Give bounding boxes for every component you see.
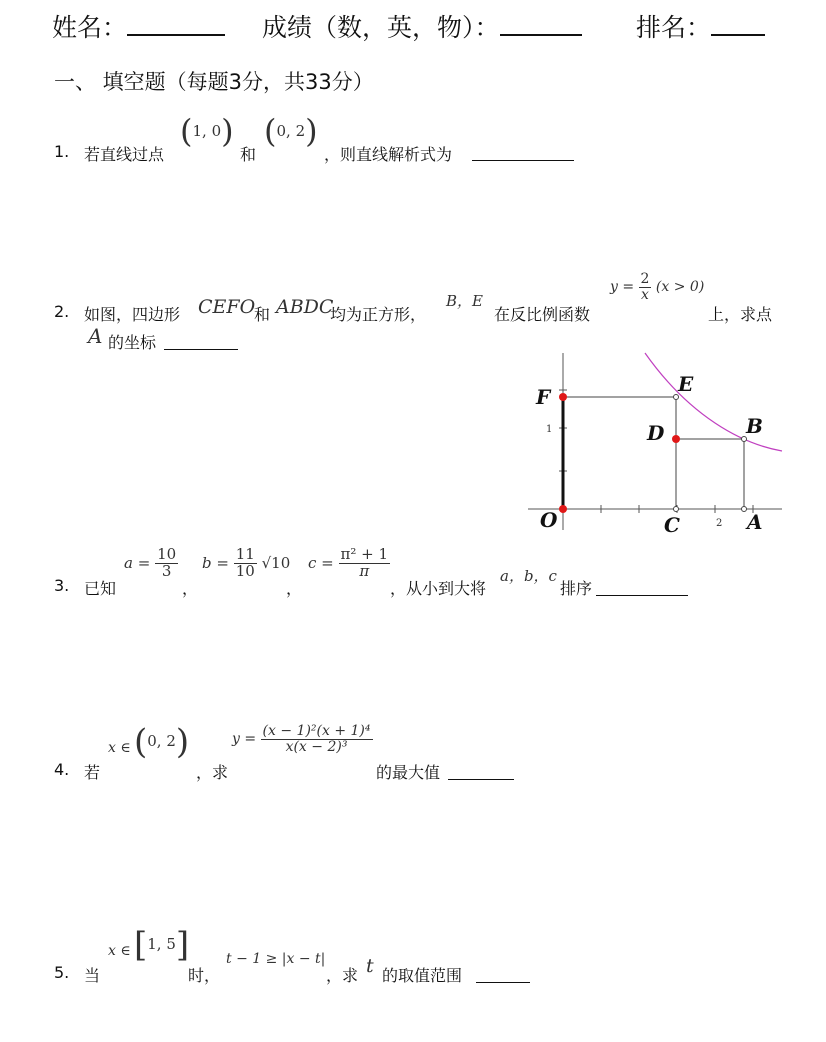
q1-point-2: (0, 2) <box>264 112 318 150</box>
q2-points: B，E <box>446 292 483 310</box>
figure-point-C <box>674 507 679 512</box>
q1-point-1: (1, 0) <box>180 112 234 150</box>
q2-fn-cond: (x > 0) <box>655 279 705 296</box>
q2-square-1: CEFO <box>198 296 256 318</box>
name-blank[interactable] <box>127 34 225 36</box>
figure-label-A: A <box>747 510 763 534</box>
question-3 <box>54 545 754 605</box>
q4-y-fraction <box>261 724 373 754</box>
q1-text-b: ，则直线解析式为 <box>324 145 453 164</box>
q3-a-den: 3 <box>161 561 172 580</box>
q2-function <box>610 272 704 302</box>
q3-c-den: π <box>359 561 370 580</box>
q3-text-b: ，从小到大将 <box>390 579 487 598</box>
figure-tick-label-2: 2 <box>716 518 723 529</box>
q2-fn-fraction <box>639 272 652 302</box>
q3-a-expr <box>124 547 178 580</box>
q3-b-lhs: b = <box>202 553 229 572</box>
figure-point-F <box>559 393 567 401</box>
q3-number: 3. <box>54 576 70 595</box>
figure-point-A <box>742 507 747 512</box>
q2-text-a: 如图，四边形 <box>84 305 181 324</box>
score-label: 成绩（数，英，物）： <box>262 13 500 42</box>
figure-label-O: O <box>540 508 558 532</box>
q5-answer-blank[interactable] <box>476 981 530 983</box>
q1-answer-blank[interactable] <box>472 159 574 161</box>
figure-point-O <box>559 505 567 513</box>
q1-text-a: 若直线过点 <box>84 145 165 164</box>
q4-y-num: (x − 1)²(x + 1)⁴ <box>262 723 371 739</box>
q3-text-a: 已知 <box>84 579 117 598</box>
q4-cond: x ∈ <box>108 740 131 756</box>
q3-b-expr <box>202 547 290 580</box>
q5-text-d: 的取值范围 <box>382 966 463 985</box>
figure-label-F: F <box>536 385 551 409</box>
rank-field <box>636 8 765 44</box>
q3-c-lhs: c = <box>308 553 334 572</box>
q3-b-den: 10 <box>235 561 255 580</box>
q3-b-root: √10 <box>261 553 291 572</box>
q1-number: 1. <box>54 142 70 161</box>
figure-label-D: D <box>647 421 665 445</box>
q3-c-num: π² + 1 <box>340 545 389 563</box>
q4-interval-values: 0, 2 <box>147 732 176 750</box>
q2-and: 和 <box>254 305 271 324</box>
figure-point-D <box>672 435 680 443</box>
q2-fn-den: x <box>641 286 649 303</box>
figure-label-C: C <box>664 513 680 537</box>
rank-label: 排名： <box>636 13 712 42</box>
question-4 <box>54 720 754 780</box>
q5-number: 5. <box>54 963 70 982</box>
q4-answer-blank[interactable] <box>448 778 514 780</box>
q2-text-c: 在反比例函数 <box>494 305 591 324</box>
q2-text-b: 均为正方形， <box>330 305 427 324</box>
q4-y-lhs: y = <box>232 731 257 748</box>
q2-figure <box>500 345 790 545</box>
question-5 <box>54 925 754 985</box>
q2-fn-y: y = <box>610 279 635 296</box>
q4-text-c: 的最大值 <box>376 763 441 782</box>
figure-label-E: E <box>678 372 694 396</box>
q3-text-c: 排序 <box>560 579 593 598</box>
q2-point-a: A <box>88 324 103 348</box>
q1-point-2-coords: 0, 2 <box>276 122 306 140</box>
q4-y-expr <box>232 724 373 754</box>
q3-comma-2: ， <box>286 579 303 598</box>
q3-vars: a，b，c <box>500 567 557 585</box>
q3-a-num: 10 <box>157 545 177 563</box>
q2-number: 2. <box>54 302 70 321</box>
rank-blank[interactable] <box>711 34 765 36</box>
q3-comma-1: ， <box>182 579 199 598</box>
q4-text-a: 若 <box>84 763 101 782</box>
q5-text-c: ，求 <box>326 966 359 985</box>
q5-var-t: t <box>366 955 374 977</box>
q3-c-fraction <box>339 547 391 580</box>
q3-c-expr <box>308 547 390 580</box>
q2-text-e: 的坐标 <box>108 333 157 352</box>
q3-b-fraction <box>234 547 257 580</box>
score-blank[interactable] <box>500 34 582 36</box>
section-title: 一、 填空题（每题3分，共33分） <box>54 70 374 94</box>
q4-text-b: ，求 <box>196 763 229 782</box>
name-label: 姓名： <box>52 13 128 42</box>
q3-a-fraction <box>155 547 178 580</box>
q5-interval: [1, 5] <box>134 925 190 965</box>
q5-cond: x ∈ <box>108 943 131 959</box>
q3-answer-blank[interactable] <box>596 594 688 596</box>
q3-b-num: 11 <box>235 545 255 563</box>
q4-number: 4. <box>54 760 70 779</box>
q2-fn-num: 2 <box>640 271 650 287</box>
figure-tick-label-1: 1 <box>546 424 553 435</box>
q5-inequality: t − 1 ≥ |x − t| <box>226 951 326 967</box>
figure-label-B: B <box>746 414 763 438</box>
q2-answer-blank[interactable] <box>164 348 238 350</box>
score-field <box>262 8 582 44</box>
q1-and: 和 <box>240 145 257 164</box>
q4-y-den: x(x − 2)³ <box>285 738 348 755</box>
q4-interval: (0, 2) <box>134 722 190 762</box>
q5-text-b: 时， <box>188 966 221 985</box>
q2-text-d: 上，求点 <box>708 305 773 324</box>
q3-a-lhs: a = <box>124 553 151 572</box>
q5-interval-values: 1, 5 <box>147 935 176 953</box>
q5-text-a: 当 <box>84 966 101 985</box>
name-field <box>52 8 225 44</box>
q1-point-1-coords: 1, 0 <box>192 122 222 140</box>
q2-square-2: ABDC <box>276 296 334 318</box>
